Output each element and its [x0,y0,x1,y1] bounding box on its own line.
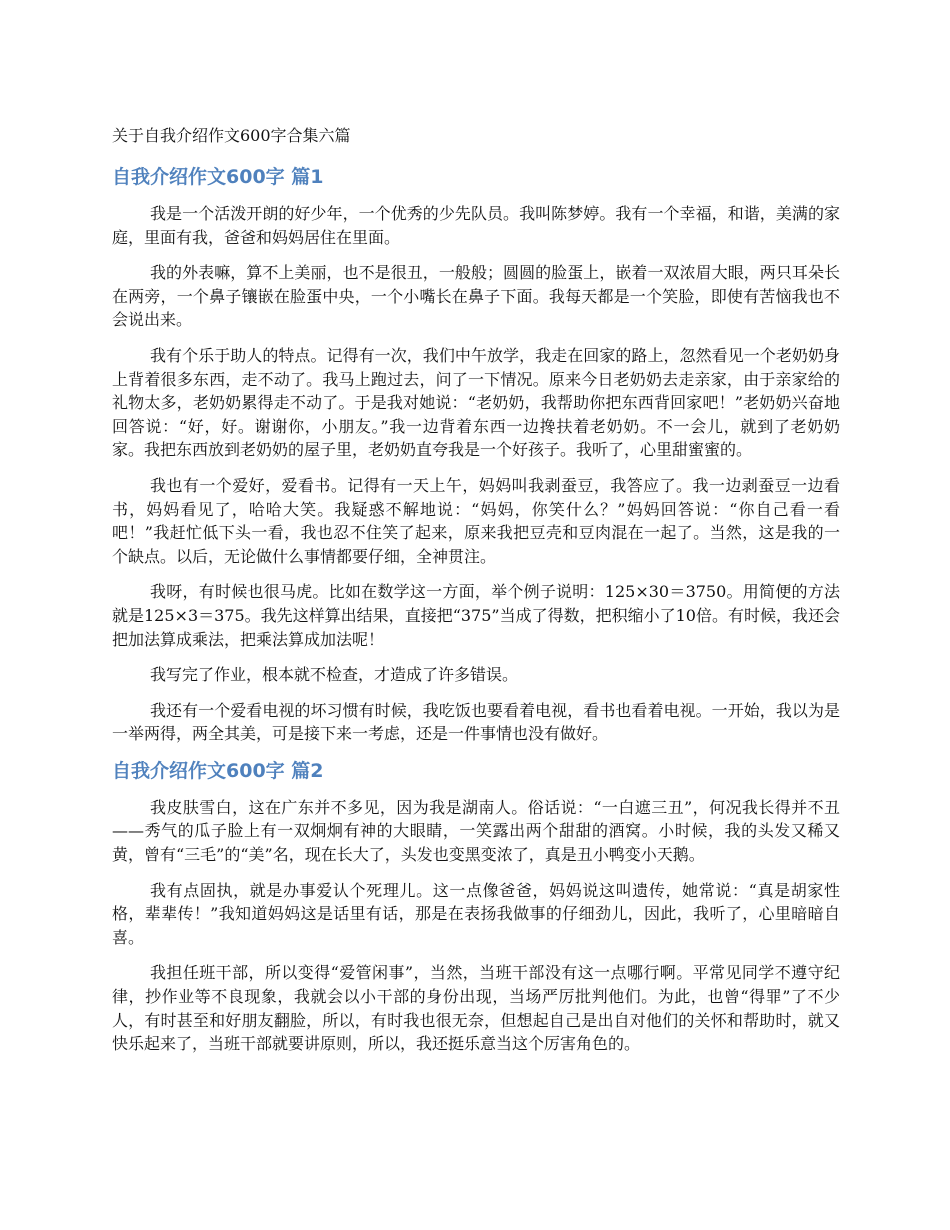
paragraph: 我有个乐于助人的特点。记得有一次，我们中午放学，我走在回家的路上，忽然看见一个老奶奶身上背着很多东西，走不动了。我马上跑过去，问了一下情况。原来今日老奶奶去走亲家，由于亲家给的礼物太多，老奶奶累得走不动了。于是我对她说：“老奶奶，我帮助你把东西背回家吧！”老奶奶兴奋地回答说：“好，好。谢谢你，小朋友。”我一边背着东西一边搀扶着老奶奶。不一会儿，就到了老奶奶家。我把东西放到老奶奶的屋子里，老奶奶直夸我是一个好孩子。我听了，心里甜蜜蜜的。 [112,345,840,460]
paragraph: 我皮肤雪白，这在广东并不多见，因为我是湖南人。俗话说：“一白遮三丑”，何况我长得并不丑——秀气的瓜子脸上有一双炯炯有神的大眼睛，一笑露出两个甜甜的酒窝。小时候，我的头发又稀又黄，曾有“三毛”的“美”名，现在长大了，头发也变黑变浓了，真是丑小鸭变小天鹅。 [112,797,840,865]
paragraph: 我还有一个爱看电视的坏习惯有时候，我吃饭也要看着电视，看书也看着电视。一开始，我以为是一举两得，两全其美，可是接下来一考虑，还是一件事情也没有做好。 [112,700,840,744]
paragraph: 我写完了作业，根本就不检查，才造成了许多错误。 [150,665,519,685]
paragraph: 我的外表嘛，算不上美丽，也不是很丑，一般般；圆圆的脸蛋上，嵌着一双浓眉大眼，两只耳朵长在两旁，一个鼻子镶嵌在脸蛋中央，一个小嘴长在鼻子下面。我每天都是一个笑脸，即使有苦恼我也不会说出来。 [112,263,840,330]
paragraph: 我是一个活泼开朗的好少年，一个优秀的少先队员。我叫陈梦婷。我有一个幸福，和谐，美满的家庭，里面有我，爸爸和妈妈居住在里面。 [112,204,840,247]
section-heading: 自我介绍作文600字 篇1 [112,166,324,188]
section-1 [112,164,840,746]
paragraph: 我有点固执，就是办事爱认个死理儿。这一点像爸爸，妈妈说这叫遗传，她常说：“真是胡家性格，辈辈传！”我知道妈妈这是话里有话，那是在表扬我做事的仔细劲儿，因此，我听了，心里暗暗自喜。 [112,880,840,947]
paragraph: 我担任班干部，所以变得“爱管闲事”，当然，当班干部没有这一点哪行啊。平常见同学不遵守纪律，抄作业等不良现象，我就会以小干部的身份出现，当场严厉批判他们。为此，也曾“得罪”了不少人，有时甚至和好朋友翻脸，所以，有时我也很无奈，但想起自己是出自对他们的关怀和帮助时，就又快乐起来了，当班干部就要讲原则，所以，我还挺乐意当这个厉害角色的。 [112,963,840,1054]
section-2 [112,758,840,1056]
section-heading: 自我介绍作文600字 篇2 [112,759,324,782]
paragraph: 我也有一个爱好，爱看书。记得有一天上午，妈妈叫我剥蚕豆，我答应了。我一边剥蚕豆一边看书，妈妈看见了，哈哈大笑。我疑惑不解地说：“妈妈，你笑什么？”妈妈回答说：“你自己看一看吧！”我赶忙低下头一看，我也忍不住笑了起来，原来我把豆壳和豆肉混在一起了。当然，这是我的一个缺点。以后，无论做什么事情都要仔细，全神贯注。 [112,475,840,566]
paragraph: 我呀，有时候也很马虎。比如在数学这一方面，举个例子说明：125×30＝3750。用简便的方法就是125×3＝375。我先这样算出结果，直接把“375”当成了得数，把积缩小了10倍。有时候，我还会把加法算成乘法，把乘法算成加法呢！ [112,582,840,649]
document-page [112,124,840,1068]
document-title: 关于自我介绍作文600字合集六篇 [112,126,351,145]
